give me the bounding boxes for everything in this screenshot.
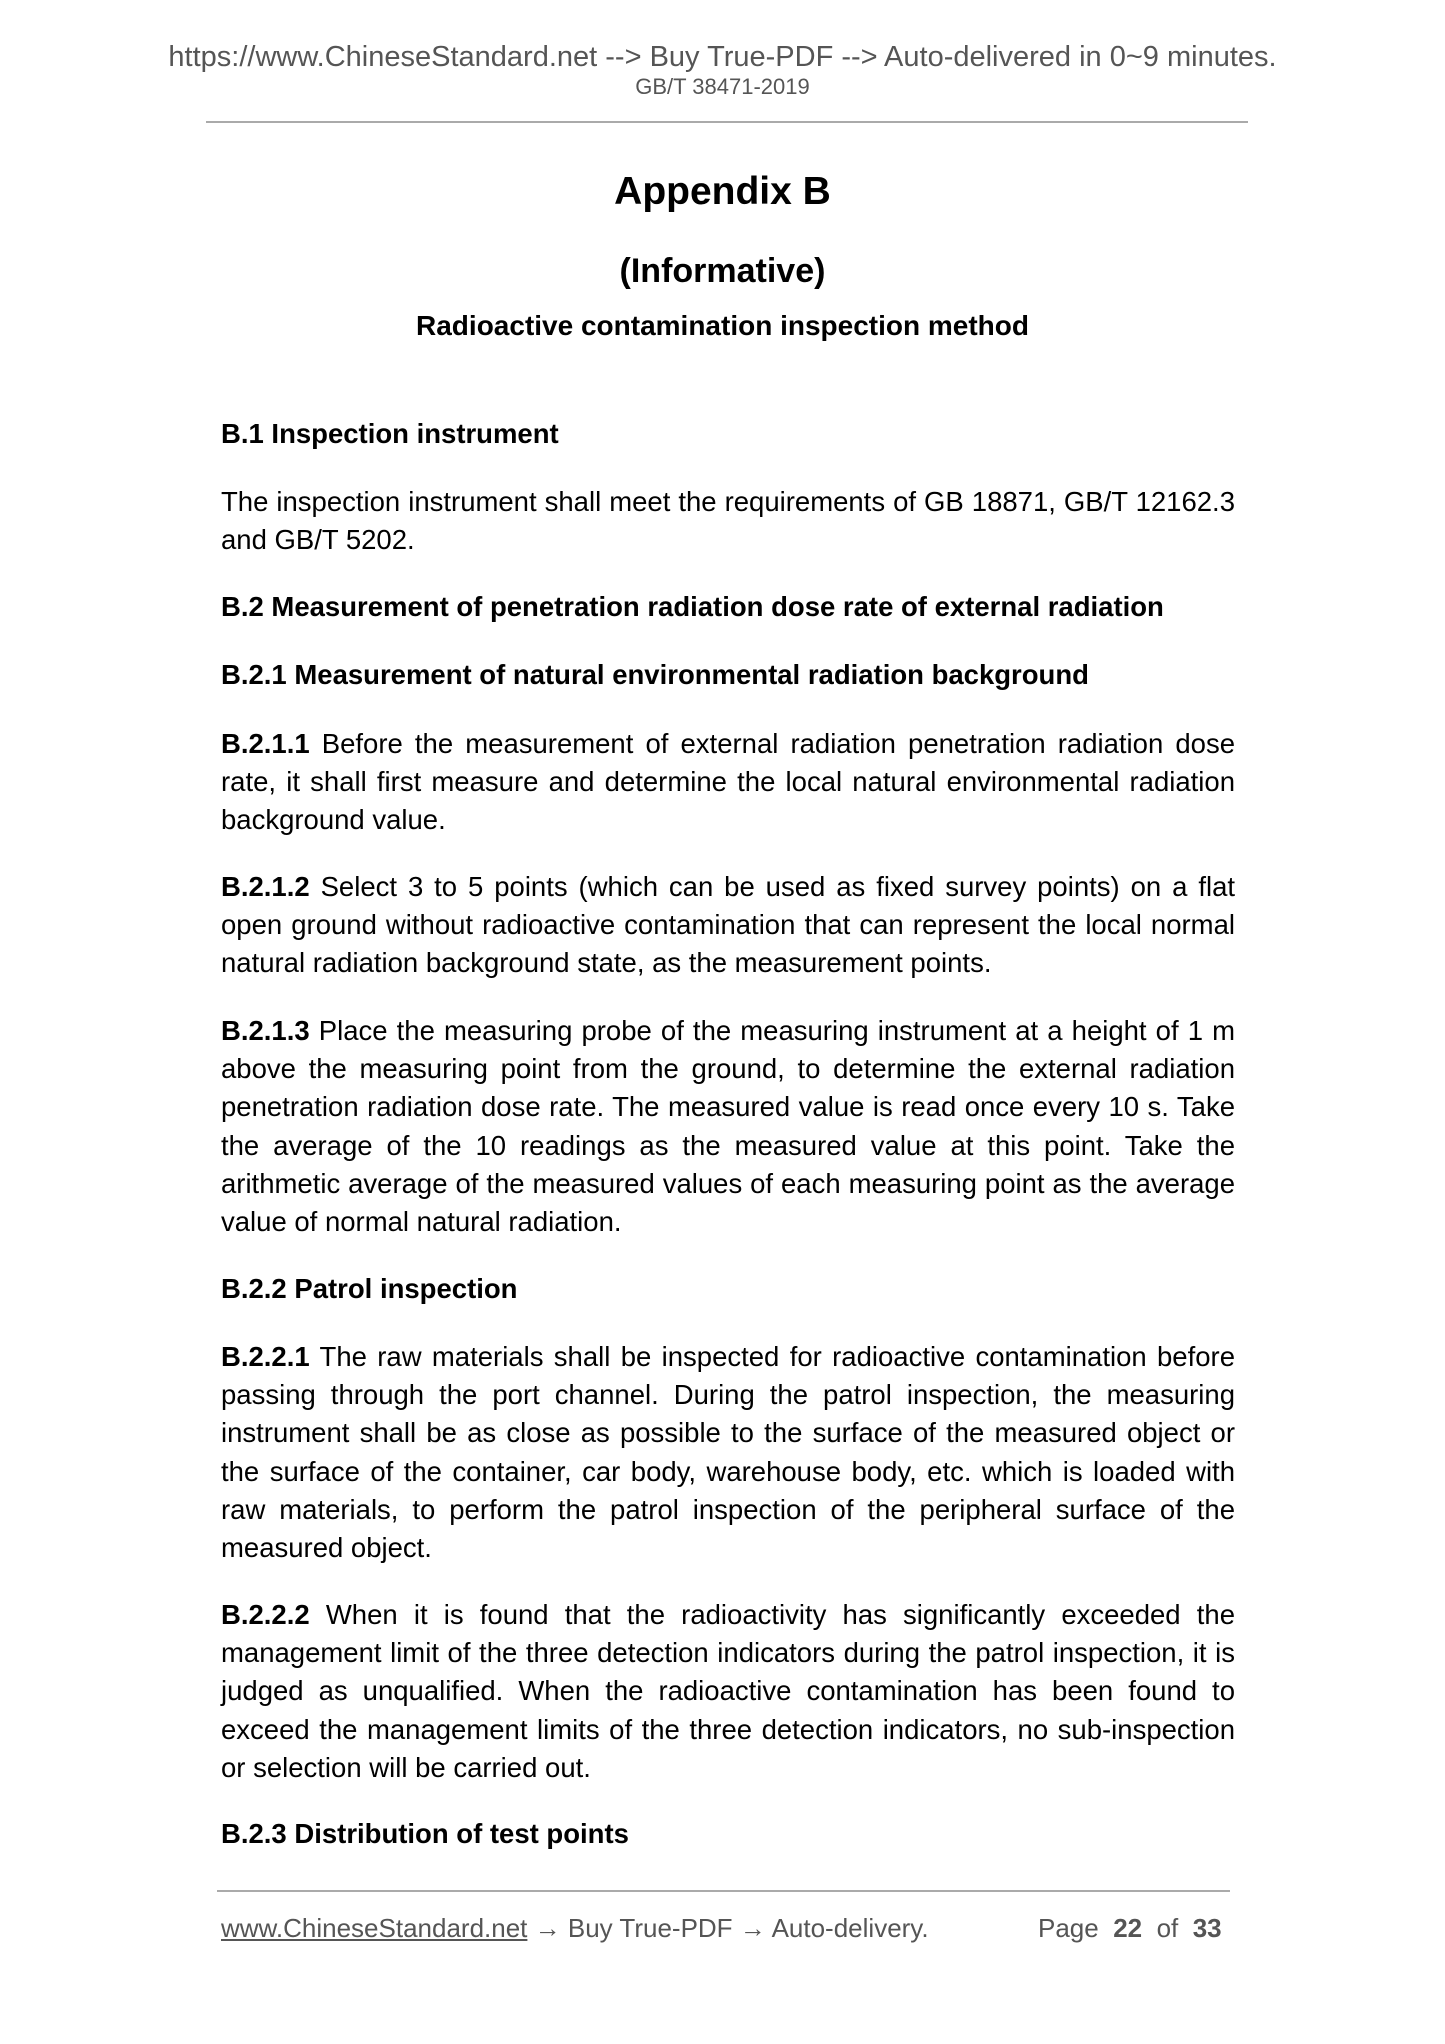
footer-divider (217, 1890, 1230, 1892)
standard-code: GB/T 38471-2019 (635, 74, 810, 99)
paragraph-b212 (221, 868, 1235, 983)
paragraph-b1: The inspection instrument shall meet the requirements of GB 18871, GB/T 12162.3 and GB/T 5202. (221, 486, 1235, 556)
clause-label: B.2.2.1 (221, 1341, 310, 1372)
clause-text: The raw materials shall be inspected for radioactive contamination before passing through the port channel. During the patrol inspection, the measuring instrument shall be as close as possible to the surface of the measured object or the surface of the container, car body, warehouse body, etc. which is loaded with raw materials, to perform the patrol inspection of the peripheral surface of the measured object. (221, 1341, 1235, 1564)
footer-text (221, 1911, 929, 1945)
total-pages: 33 (1192, 1913, 1222, 1943)
header-banner: https://www.ChineseStandard.net --> Buy True-PDF --> Auto-delivered in 0~9 minutes. (168, 41, 1277, 73)
current-page: 22 (1113, 1913, 1143, 1943)
clause-text: When it is found that the radioactivity has significantly exceeded the management limit of the three detection indicators during the patrol inspection, it is judged as unqualified. When the radioactive contamination has been found to exceed the management limits of the three detection indicators, no sub-inspection or selection will be carried out. (221, 1599, 1235, 1783)
clause-label: B.2.1.3 (221, 1015, 310, 1046)
page-label: Page (1038, 1913, 1099, 1943)
page-title: Appendix B (614, 170, 831, 213)
heading-b23: B.2.3 Distribution of test points (221, 1818, 629, 1849)
appendix-subtitle: Radioactive contamination inspection method (416, 310, 1029, 341)
footer-tagline: → Buy True-PDF → Auto-delivery. (527, 1913, 929, 1943)
page-number (1038, 1911, 1222, 1945)
heading-b2: B.2 Measurement of penetration radiation dose rate of external radiation (221, 591, 1164, 622)
clause-text: Before the measurement of external radiation penetration radiation dose rate, it shall first measure and determine the local natural environmental radiation background value. (221, 728, 1235, 836)
paragraph-b213 (221, 1012, 1235, 1241)
paragraph-b211 (221, 725, 1235, 840)
clause-text: Select 3 to 5 points (which can be used as fixed survey points) on a flat open ground without radioactive contamination that can represent the local normal natural radiation background state, as the measurement points. (221, 871, 1235, 979)
footer-link[interactable]: www.ChineseStandard.net (221, 1913, 528, 1943)
appendix-type: (Informative) (619, 252, 826, 290)
clause-label: B.2.1.2 (221, 871, 310, 902)
of-label: of (1156, 1913, 1179, 1943)
heading-b22: B.2.2 Patrol inspection (221, 1273, 518, 1304)
clause-label: B.2.1.1 (221, 728, 310, 759)
paragraph-b221 (221, 1338, 1235, 1567)
heading-b21: B.2.1 Measurement of natural environmental radiation background (221, 659, 1089, 690)
clause-label: B.2.2.2 (221, 1599, 310, 1630)
clause-text: Place the measuring probe of the measuring instrument at a height of 1 m above the measuring point from the ground, to determine the external radiation penetration radiation dose rate. The measured value is read once every 10 s. Take the average of the 10 readings as the measured value at this point. Take the arithmetic average of the measured values of each measuring point as the average value of normal natural radiation. (221, 1015, 1235, 1238)
paragraph-b222 (221, 1596, 1235, 1787)
heading-b1: B.1 Inspection instrument (221, 418, 559, 449)
header-divider (206, 121, 1248, 123)
